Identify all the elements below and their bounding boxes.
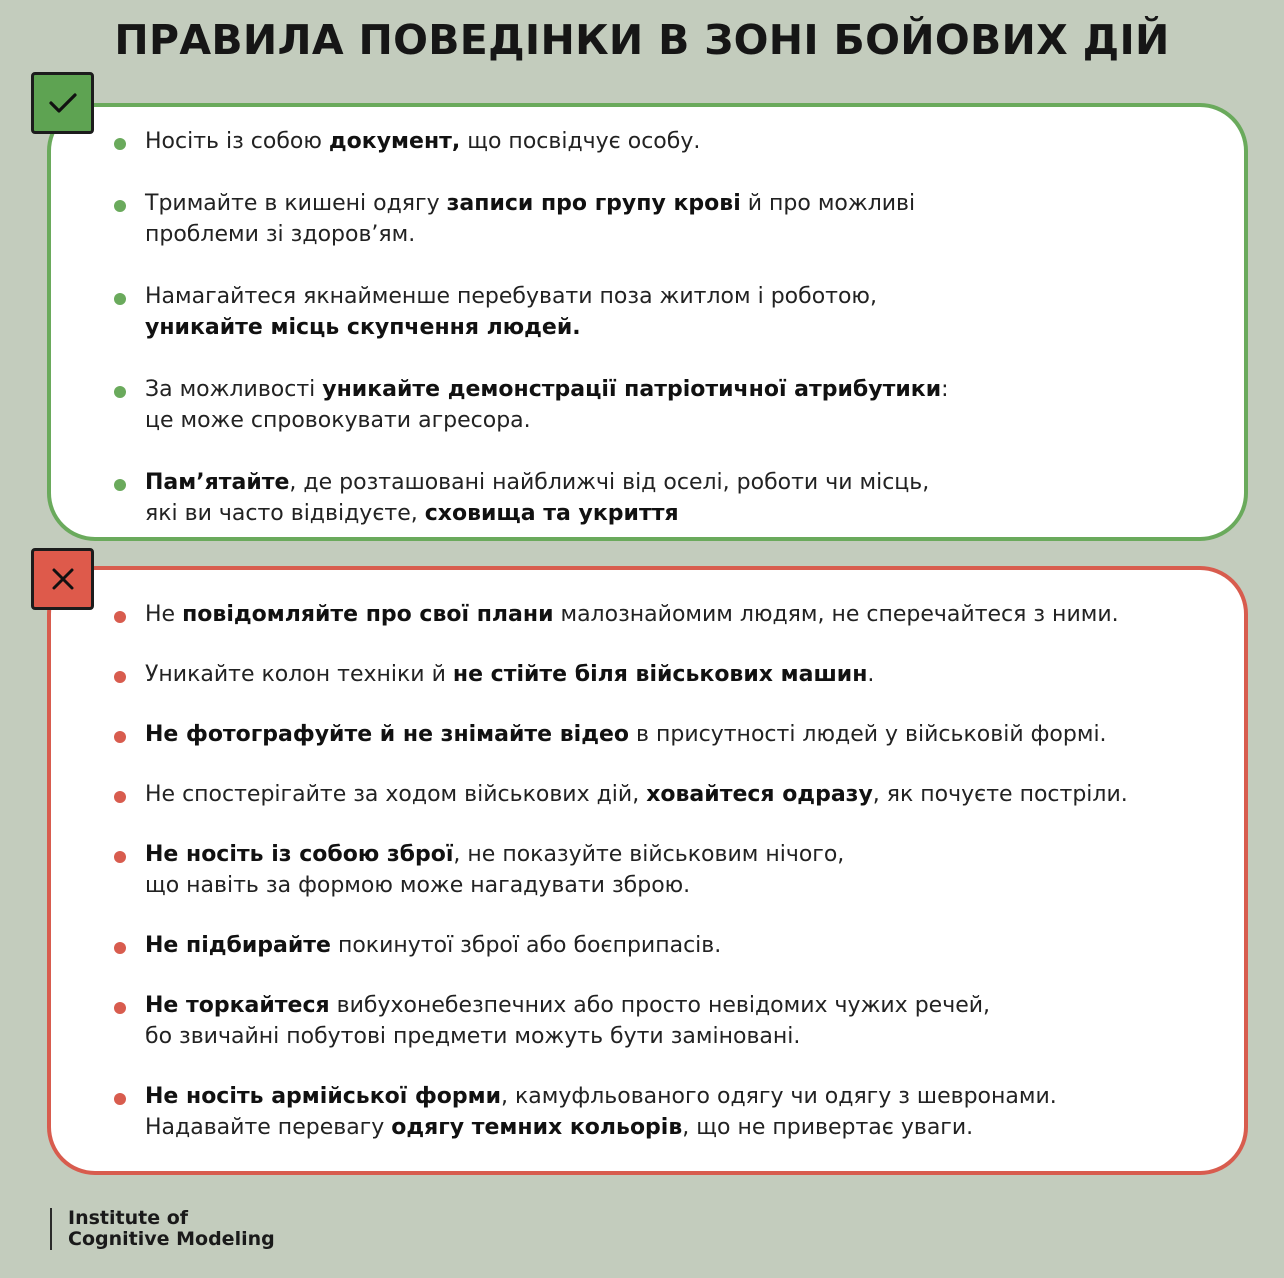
emphasis-text: сховища та укриття bbox=[424, 501, 679, 526]
page-title: ПРАВИЛА ПОВЕДІНКИ В ЗОНІ БОЙОВИХ ДІЙ bbox=[114, 16, 1170, 64]
item-text: й про можливі bbox=[740, 191, 916, 216]
list-item bbox=[51, 1081, 1244, 1143]
emphasis-text: документ, bbox=[328, 129, 461, 154]
bullet-icon bbox=[114, 791, 126, 803]
emphasis-text: Не торкайтеся bbox=[145, 993, 330, 1018]
bullet-icon bbox=[114, 671, 126, 683]
emphasis-text: уникайте місць скупчення людей. bbox=[145, 315, 581, 340]
item-text: Намагайтеся якнайменше перебувати поза житлом і роботою, bbox=[145, 284, 877, 309]
emphasis-text: Не фотографуйте й не знімайте відео bbox=[145, 722, 630, 747]
item-text: що посвідчує особу. bbox=[460, 129, 701, 154]
emphasis-text: Не підбирайте bbox=[145, 933, 331, 958]
list-item bbox=[51, 930, 1244, 961]
list-item bbox=[51, 659, 1244, 690]
cross-icon bbox=[49, 565, 77, 593]
item-text: : bbox=[941, 377, 949, 402]
footer-line-1: Institute of bbox=[68, 1207, 189, 1229]
item-text: , де розташовані найближчі від оселі, роботи чи місць, bbox=[289, 470, 930, 495]
bullet-icon bbox=[114, 138, 126, 150]
item-text: вибухонебезпечних або просто невідомих чужих речей, bbox=[329, 993, 991, 1018]
emphasis-text: не стійте біля військових машин bbox=[452, 662, 868, 687]
emphasis-text: одягу темних кольорів bbox=[391, 1115, 683, 1140]
item-text: Надавайте перевагу bbox=[145, 1115, 392, 1140]
item-text: це може спровокувати агресора. bbox=[145, 408, 531, 433]
item-text: малознайомим людям, не сперечайтеся з ними. bbox=[553, 602, 1119, 627]
bullet-icon bbox=[114, 731, 126, 743]
item-text: покинутої зброї або боєприпасів. bbox=[330, 933, 722, 958]
list-item bbox=[51, 281, 1244, 343]
item-text: в присутності людей у військовій формі. bbox=[629, 722, 1107, 747]
dont-list bbox=[51, 599, 1244, 1172]
item-text: Носіть із собою bbox=[145, 129, 329, 154]
item-text: Не спостерігайте за ходом військових дій, bbox=[145, 782, 647, 807]
dont-panel bbox=[47, 566, 1248, 1175]
checkmark-icon bbox=[46, 90, 80, 116]
do-panel bbox=[47, 103, 1248, 541]
item-text: За можливості bbox=[145, 377, 323, 402]
bullet-icon bbox=[114, 942, 126, 954]
item-text: , як почуєте постріли. bbox=[872, 782, 1128, 807]
checkmark-badge bbox=[31, 72, 94, 134]
emphasis-text: уникайте демонстрації патріотичної атрибутики bbox=[322, 377, 942, 402]
cross-badge bbox=[31, 548, 94, 610]
emphasis-text: Пам’ятайте bbox=[145, 470, 290, 495]
institute-logo bbox=[50, 1208, 275, 1250]
list-item bbox=[51, 839, 1244, 901]
bullet-icon bbox=[114, 1002, 126, 1014]
item-text: , що не привертає уваги. bbox=[682, 1115, 974, 1140]
bullet-icon bbox=[114, 851, 126, 863]
emphasis-text: Не носіть із собою зброї bbox=[145, 842, 454, 867]
footer-line-2: Cognitive Modeling bbox=[68, 1228, 275, 1250]
list-item bbox=[51, 719, 1244, 750]
emphasis-text: ховайтеся одразу bbox=[646, 782, 873, 807]
item-text: Тримайте в кишені одягу bbox=[145, 191, 447, 216]
item-text: Уникайте колон техніки й bbox=[145, 662, 453, 687]
item-text: . bbox=[867, 662, 875, 687]
item-text: бо звичайні побутові предмети можуть бути заміновані. bbox=[145, 1024, 801, 1049]
item-text: проблеми зі здоров’ям. bbox=[145, 222, 416, 247]
item-text: які ви часто відвідуєте, bbox=[145, 501, 425, 526]
item-text: що навіть за формою може нагадувати зброю. bbox=[145, 873, 691, 898]
list-item bbox=[51, 188, 1244, 250]
emphasis-text: Не носіть армійської форми bbox=[145, 1084, 502, 1109]
list-item bbox=[51, 990, 1244, 1052]
list-item bbox=[51, 374, 1244, 436]
list-item bbox=[51, 126, 1244, 157]
list-item bbox=[51, 599, 1244, 630]
bullet-icon bbox=[114, 479, 126, 491]
list-item bbox=[51, 467, 1244, 529]
list-item bbox=[51, 779, 1244, 810]
item-text: , камуфльованого одягу чи одягу з шевронами. bbox=[501, 1084, 1057, 1109]
bullet-icon bbox=[114, 200, 126, 212]
emphasis-text: записи про групу крові bbox=[446, 191, 741, 216]
bullet-icon bbox=[114, 386, 126, 398]
emphasis-text: повідомляйте про свої плани bbox=[182, 602, 554, 627]
bullet-icon bbox=[114, 293, 126, 305]
bullet-icon bbox=[114, 1093, 126, 1105]
item-text: , не показуйте військовим нічого, bbox=[453, 842, 845, 867]
bullet-icon bbox=[114, 611, 126, 623]
do-list bbox=[51, 126, 1244, 560]
item-text: Не bbox=[145, 602, 183, 627]
